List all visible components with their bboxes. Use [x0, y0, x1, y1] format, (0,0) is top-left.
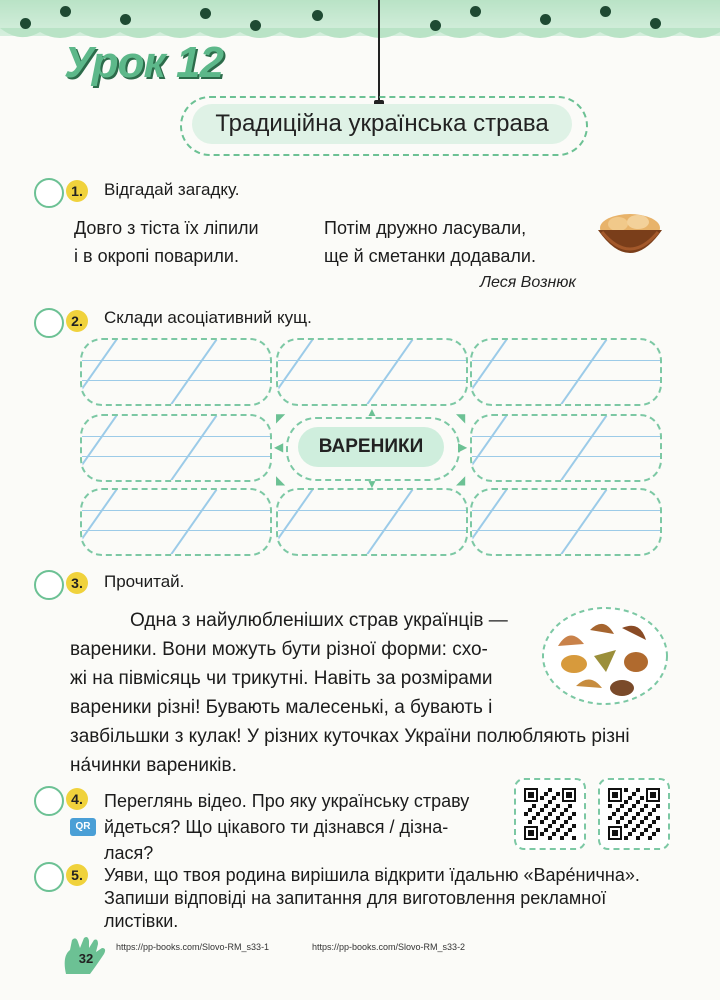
center-word: ВАРЕНИКИ — [298, 427, 444, 467]
decor-dot — [470, 6, 481, 17]
qr-badge-icon: QR — [70, 818, 96, 836]
dumplings-plate-icon — [540, 606, 670, 706]
writing-box[interactable] — [470, 338, 662, 406]
qr-code-2[interactable] — [598, 778, 670, 850]
lesson-heading — [64, 38, 223, 88]
slant-line — [470, 488, 514, 555]
reading-line: вареники різні! Бувають малесенькі, а бувають і — [70, 697, 493, 718]
task-checkbox[interactable] — [34, 308, 64, 338]
slant-line — [276, 338, 320, 405]
slant-line — [80, 338, 124, 405]
task-checkbox[interactable] — [34, 178, 64, 208]
writing-line — [82, 456, 270, 457]
slant-line — [366, 338, 419, 405]
writing-line — [472, 530, 660, 531]
hanging-string — [378, 0, 380, 104]
task-number: 5. — [66, 864, 88, 886]
task-checkbox[interactable] — [34, 862, 64, 892]
slant-line — [80, 488, 124, 555]
arrow-down-left-icon: ◣ — [276, 473, 286, 487]
bowl-of-dumplings-icon — [594, 206, 666, 266]
arrow-down-icon: ▼ — [366, 477, 378, 491]
slant-line — [276, 488, 320, 555]
qr-code-1[interactable] — [514, 778, 586, 850]
writing-box[interactable] — [276, 338, 468, 406]
riddle-left — [74, 214, 259, 270]
task-instruction: Склади асоціативний кущ. — [104, 308, 312, 327]
decor-dot — [650, 18, 661, 29]
lesson-word: Урок — [64, 38, 165, 87]
task-instruction: Прочитай. — [104, 572, 185, 591]
writing-line — [472, 436, 660, 437]
task-checkbox[interactable] — [34, 786, 64, 816]
slant-line — [470, 414, 514, 481]
slant-line — [170, 488, 223, 555]
arrow-up-icon: ▲ — [366, 405, 378, 419]
writing-line — [472, 510, 660, 511]
writing-line — [278, 510, 466, 511]
decor-dot — [60, 6, 71, 17]
writing-box[interactable] — [80, 338, 272, 406]
decor-dot — [430, 20, 441, 31]
slant-line — [470, 338, 514, 405]
decor-dot — [600, 6, 611, 17]
reading-line: Одна з найулюбленіших страв українців — — [130, 610, 508, 631]
footer-link-2[interactable]: https://pp-books.com/Slovo-RM_s33-2 — [312, 942, 466, 952]
arrow-right-icon: ▶ — [458, 440, 468, 454]
task-line: Уяви, що твоя родина вирішила відкрити їдальню «Варе́нична». — [104, 865, 640, 885]
lesson-number: 12 — [176, 38, 223, 87]
writing-box[interactable] — [80, 488, 272, 556]
task-instruction — [104, 788, 469, 866]
writing-line — [472, 360, 660, 361]
reading-line: на́чинки вареників. — [70, 755, 237, 776]
riddle-line: і в окропі поварили. — [74, 246, 239, 266]
slant-line — [170, 414, 223, 481]
task-checkbox[interactable] — [34, 570, 64, 600]
task-number: 4. — [66, 788, 88, 810]
arrow-up-right-icon: ◥ — [456, 411, 466, 425]
slant-line — [560, 488, 613, 555]
riddle-author: Леся Вознюк — [480, 274, 576, 291]
arrow-down-right-icon: ◢ — [456, 473, 466, 487]
arrow-left-icon: ◀ — [274, 440, 284, 454]
slant-line — [560, 414, 613, 481]
task-number: 2. — [66, 310, 88, 332]
writing-line — [82, 530, 270, 531]
writing-box[interactable] — [470, 488, 662, 556]
task-instruction: Відгадай загадку. — [104, 180, 240, 199]
writing-box[interactable] — [80, 414, 272, 482]
slant-line — [560, 338, 613, 405]
writing-line — [82, 380, 270, 381]
riddle-line: Потім дружно ласували, — [324, 218, 527, 238]
task-line: Запиши відповіді на запитання для виготовлення рекламної — [104, 888, 607, 908]
decor-dot — [200, 8, 211, 19]
task-line: лася? — [104, 843, 154, 863]
writing-line — [82, 360, 270, 361]
task-line: йдеться? Що цікавого ти дізнався / дізна- — [104, 817, 449, 837]
decor-dot — [120, 14, 131, 25]
decor-dot — [250, 20, 261, 31]
task-line: Переглянь відео. Про яку українську страву — [104, 791, 470, 811]
writing-line — [82, 436, 270, 437]
reading-line: вареники. Вони можуть бути різної форми: схо- — [70, 639, 488, 660]
slant-line — [80, 414, 124, 481]
slant-line — [170, 338, 223, 405]
reading-line: жі на півмісяць чи трикутні. Навіть за розмірами — [70, 668, 493, 689]
slant-line — [366, 488, 419, 555]
task-instruction — [104, 864, 674, 933]
writing-box[interactable] — [470, 414, 662, 482]
writing-line — [278, 360, 466, 361]
reading-line: завбільшки з кулак! У різних куточках України полюбляють різні — [70, 726, 630, 747]
footer-link-1[interactable]: https://pp-books.com/Slovo-RM_s33-1 — [116, 942, 270, 952]
writing-box[interactable] — [276, 488, 468, 556]
task-number: 3. — [66, 572, 88, 594]
writing-line — [82, 510, 270, 511]
decor-dot — [20, 18, 31, 29]
riddle-right — [324, 214, 536, 270]
page-number: 32 — [78, 951, 94, 966]
task-line: листівки. — [104, 911, 179, 931]
writing-line — [472, 380, 660, 381]
writing-line — [278, 380, 466, 381]
writing-line — [472, 456, 660, 457]
decor-dot — [540, 14, 551, 25]
decor-dot — [312, 10, 323, 21]
writing-line — [278, 530, 466, 531]
arrow-up-left-icon: ◤ — [276, 411, 286, 425]
page-title: Традиційна українська страва — [192, 104, 572, 144]
riddle-line: Довго з тіста їх ліпили — [74, 218, 259, 238]
task-number: 1. — [66, 180, 88, 202]
riddle-line: ще й сметанки додавали. — [324, 246, 536, 266]
